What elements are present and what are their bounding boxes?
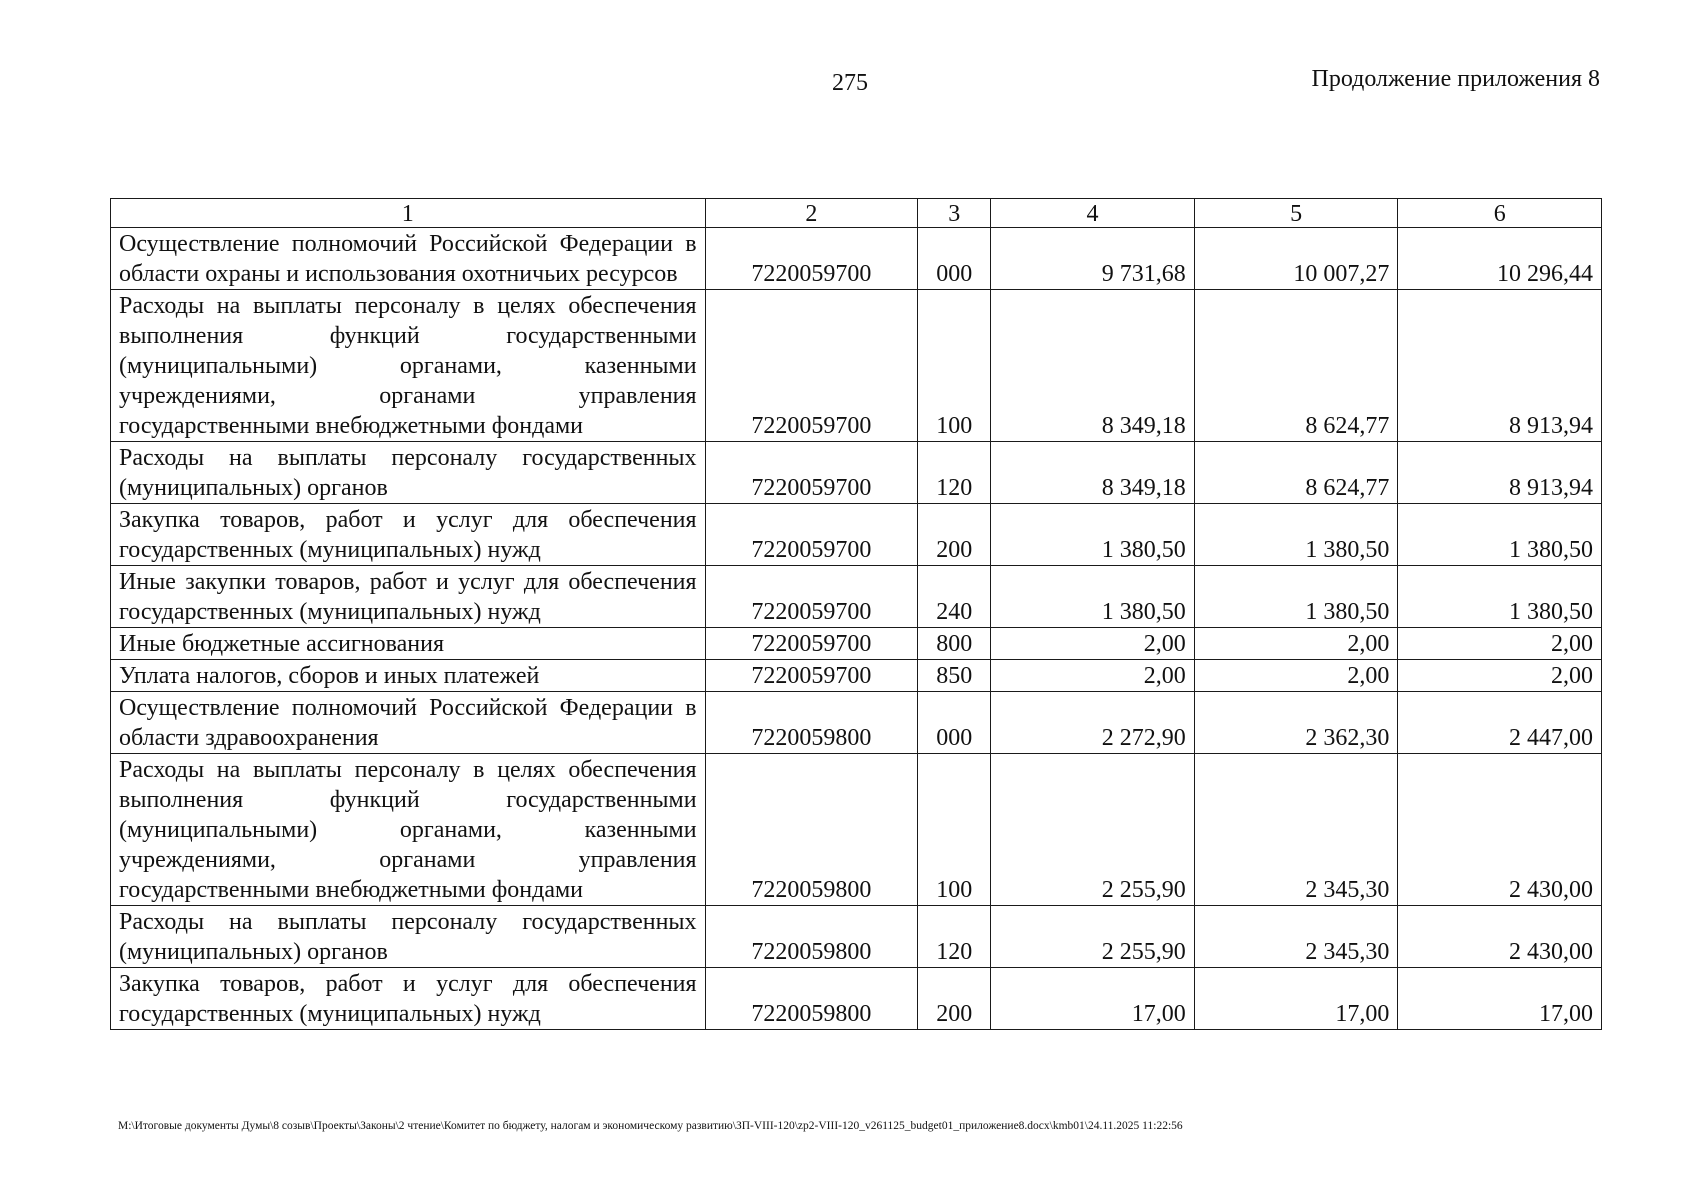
page-number: 275 bbox=[832, 70, 868, 96]
expense-name-cell: Иные бюджетные ассигнования bbox=[111, 628, 706, 660]
amount-col5-cell: 1 380,50 bbox=[1194, 504, 1398, 566]
column-number-1: 1 bbox=[111, 199, 706, 228]
amount-col4-cell: 2 255,90 bbox=[991, 906, 1195, 968]
target-article-code-cell: 7220059700 bbox=[705, 566, 918, 628]
amount-col5-cell: 1 380,50 bbox=[1194, 566, 1398, 628]
amount-col4-cell: 17,00 bbox=[991, 968, 1195, 1030]
amount-col5-cell: 8 624,77 bbox=[1194, 290, 1398, 442]
target-article-code-cell: 7220059800 bbox=[705, 906, 918, 968]
target-article-code-cell: 7220059700 bbox=[705, 660, 918, 692]
amount-col4-cell: 2 255,90 bbox=[991, 754, 1195, 906]
expense-type-code-cell: 850 bbox=[918, 660, 991, 692]
expense-type-code-cell: 120 bbox=[918, 442, 991, 504]
amount-col4-cell: 8 349,18 bbox=[991, 290, 1195, 442]
table-header-row bbox=[111, 199, 1602, 228]
amount-col5-cell: 17,00 bbox=[1194, 968, 1398, 1030]
amount-col5-cell: 2,00 bbox=[1194, 660, 1398, 692]
table-row bbox=[111, 290, 1602, 442]
expense-name-cell: Осуществление полномочий Российской Федерации в области здравоохранения bbox=[111, 692, 706, 754]
table-row bbox=[111, 906, 1602, 968]
expense-type-code-cell: 120 bbox=[918, 906, 991, 968]
amount-col5-cell: 2 345,30 bbox=[1194, 906, 1398, 968]
expense-type-code-cell: 100 bbox=[918, 754, 991, 906]
column-number-4: 4 bbox=[991, 199, 1195, 228]
column-number-5: 5 bbox=[1194, 199, 1398, 228]
expense-type-code-cell: 240 bbox=[918, 566, 991, 628]
table-row bbox=[111, 660, 1602, 692]
expense-name-cell: Расходы на выплаты персоналу государственных (муниципальных) органов bbox=[111, 442, 706, 504]
table-row bbox=[111, 442, 1602, 504]
table-row bbox=[111, 968, 1602, 1030]
target-article-code-cell: 7220059700 bbox=[705, 504, 918, 566]
appendix-continuation-note: Продолжение приложения 8 bbox=[1311, 66, 1600, 92]
amount-col6-cell: 1 380,50 bbox=[1398, 566, 1602, 628]
expense-type-code-cell: 800 bbox=[918, 628, 991, 660]
amount-col6-cell: 2 430,00 bbox=[1398, 754, 1602, 906]
amount-col4-cell: 1 380,50 bbox=[991, 566, 1195, 628]
target-article-code-cell: 7220059800 bbox=[705, 692, 918, 754]
amount-col5-cell: 8 624,77 bbox=[1194, 442, 1398, 504]
amount-col6-cell: 10 296,44 bbox=[1398, 228, 1602, 290]
target-article-code-cell: 7220059800 bbox=[705, 968, 918, 1030]
expense-type-code-cell: 000 bbox=[918, 228, 991, 290]
column-number-2: 2 bbox=[705, 199, 918, 228]
expense-type-code-cell: 200 bbox=[918, 504, 991, 566]
table-row bbox=[111, 754, 1602, 906]
amount-col4-cell: 2,00 bbox=[991, 660, 1195, 692]
amount-col6-cell: 2 447,00 bbox=[1398, 692, 1602, 754]
footer-file-path: M:\Итоговые документы Думы\8 созыв\Проекты\Законы\2 чтение\Комитет по бюджету, налогам и экономическому развитию\ЗП-VIII-120\zp2-VIII-120_v261125_budget01_приложение8.docx\kmb01\24.11.2025 11:22:56 bbox=[118, 1120, 1183, 1132]
amount-col5-cell: 2,00 bbox=[1194, 628, 1398, 660]
amount-col6-cell: 8 913,94 bbox=[1398, 442, 1602, 504]
budget-table bbox=[110, 198, 1602, 1030]
target-article-code-cell: 7220059700 bbox=[705, 442, 918, 504]
expense-name-cell: Закупка товаров, работ и услуг для обеспечения государственных (муниципальных) нужд bbox=[111, 504, 706, 566]
amount-col6-cell: 2,00 bbox=[1398, 660, 1602, 692]
amount-col4-cell: 2,00 bbox=[991, 628, 1195, 660]
expense-name-cell: Уплата налогов, сборов и иных платежей bbox=[111, 660, 706, 692]
amount-col4-cell: 2 272,90 bbox=[991, 692, 1195, 754]
column-number-3: 3 bbox=[918, 199, 991, 228]
amount-col6-cell: 17,00 bbox=[1398, 968, 1602, 1030]
amount-col6-cell: 1 380,50 bbox=[1398, 504, 1602, 566]
table-row bbox=[111, 228, 1602, 290]
amount-col4-cell: 8 349,18 bbox=[991, 442, 1195, 504]
target-article-code-cell: 7220059800 bbox=[705, 754, 918, 906]
amount-col6-cell: 2 430,00 bbox=[1398, 906, 1602, 968]
target-article-code-cell: 7220059700 bbox=[705, 628, 918, 660]
expense-name-cell: Закупка товаров, работ и услуг для обеспечения государственных (муниципальных) нужд bbox=[111, 968, 706, 1030]
expense-type-code-cell: 200 bbox=[918, 968, 991, 1030]
amount-col5-cell: 10 007,27 bbox=[1194, 228, 1398, 290]
table-row bbox=[111, 692, 1602, 754]
amount-col6-cell: 2,00 bbox=[1398, 628, 1602, 660]
expense-type-code-cell: 100 bbox=[918, 290, 991, 442]
expense-name-cell: Расходы на выплаты персоналу в целях обеспечения выполнения функций государственными (муниципальными) органами, казенными учреждениями, органами управления государственными внебюджетными фондами bbox=[111, 754, 706, 906]
expense-name-cell: Осуществление полномочий Российской Федерации в области охраны и использования охотничьих ресурсов bbox=[111, 228, 706, 290]
target-article-code-cell: 7220059700 bbox=[705, 290, 918, 442]
expense-type-code-cell: 000 bbox=[918, 692, 991, 754]
target-article-code-cell: 7220059700 bbox=[705, 228, 918, 290]
table-row bbox=[111, 504, 1602, 566]
column-number-6: 6 bbox=[1398, 199, 1602, 228]
expense-name-cell: Расходы на выплаты персоналу в целях обеспечения выполнения функций государственными (муниципальными) органами, казенными учреждениями, органами управления государственными внебюджетными фондами bbox=[111, 290, 706, 442]
amount-col5-cell: 2 362,30 bbox=[1194, 692, 1398, 754]
table-row bbox=[111, 628, 1602, 660]
amount-col5-cell: 2 345,30 bbox=[1194, 754, 1398, 906]
amount-col4-cell: 9 731,68 bbox=[991, 228, 1195, 290]
table-row bbox=[111, 566, 1602, 628]
expense-name-cell: Расходы на выплаты персоналу государственных (муниципальных) органов bbox=[111, 906, 706, 968]
expense-name-cell: Иные закупки товаров, работ и услуг для обеспечения государственных (муниципальных) нужд bbox=[111, 566, 706, 628]
amount-col6-cell: 8 913,94 bbox=[1398, 290, 1602, 442]
amount-col4-cell: 1 380,50 bbox=[991, 504, 1195, 566]
